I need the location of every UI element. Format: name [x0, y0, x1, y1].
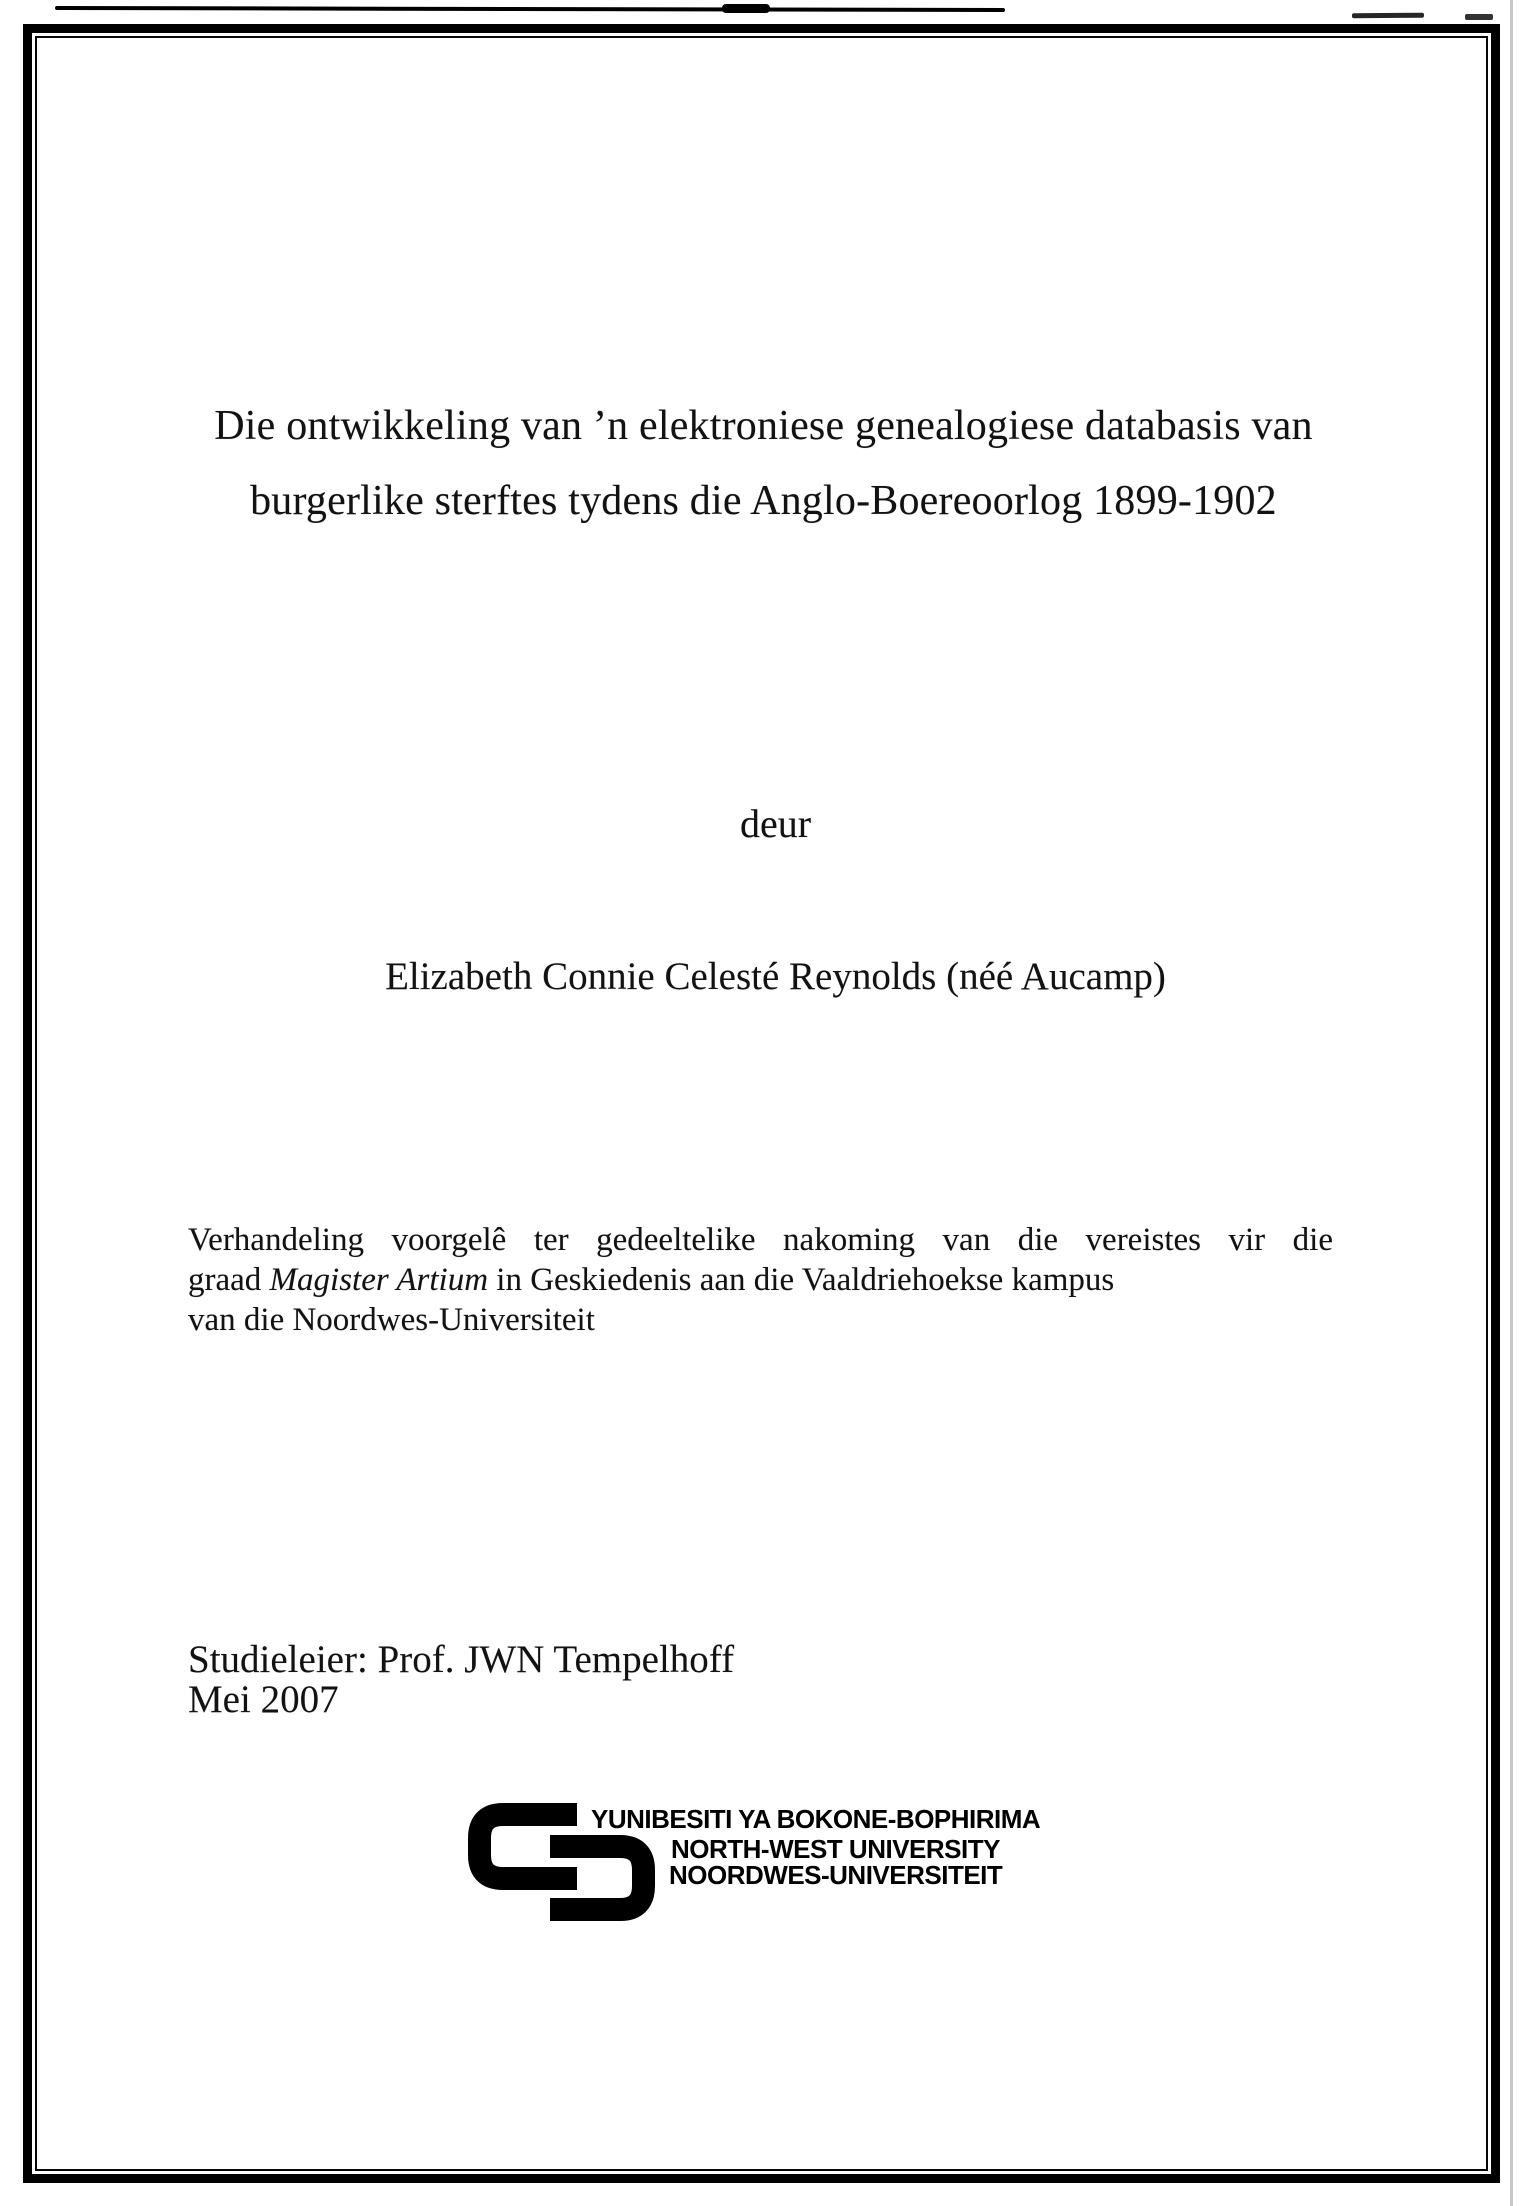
degree-statement-line3: van die Noordwes-Universiteit — [188, 1302, 595, 1338]
author-name: Elizabeth Connie Celesté Reynolds (néé Aucamp) — [385, 955, 1166, 998]
university-logo — [468, 1803, 1108, 1928]
degree-name-italic: Magister Artium — [269, 1262, 489, 1298]
logo-text-afrikaans: NOORDWES-UNIVERSITEIT — [669, 1860, 1003, 1890]
degree-statement-line2 — [188, 1260, 1333, 1300]
scan-artifact-top-right-smudge — [1352, 13, 1424, 19]
thesis-title-line2: burgerlike sterftes tydens die Anglo-Boereoorlog 1899-1902 — [250, 478, 1277, 524]
degree-statement — [188, 1220, 1333, 1340]
degree-statement-line2-prefix: graad — [188, 1262, 270, 1298]
thesis-title-line1: Die ontwikkeling van ’n elektroniese genealogiese databasis van — [214, 403, 1313, 449]
supervisor-line: Studieleier: Prof. JWN Tempelhoff — [188, 1638, 735, 1681]
scan-artifact-top-streak — [55, 6, 1005, 12]
scan-artifact-right-edge — [1510, 0, 1513, 2206]
logo-text-setswana: YUNIBESITI YA BOKONE-BOPHIRIMA — [591, 1804, 1041, 1834]
byline-label: deur — [739, 801, 812, 846]
scan-artifact-corner-smudge — [1465, 14, 1493, 20]
supervisor-block — [188, 1640, 734, 1720]
degree-statement-line1: Verhandeling voorgelê ter gedeeltelike nakoming van die vereistes vir die — [188, 1222, 1333, 1258]
logo-text-english: NORTH-WEST UNIVERSITY — [671, 1834, 1000, 1864]
date-line: Mei 2007 — [188, 1678, 339, 1721]
scan-artifact-top-blob — [722, 4, 770, 13]
degree-statement-line2-suffix: in Geskiedenis aan die Vaaldriehoekse kampus — [488, 1262, 1115, 1298]
thesis-title — [30, 389, 1497, 539]
